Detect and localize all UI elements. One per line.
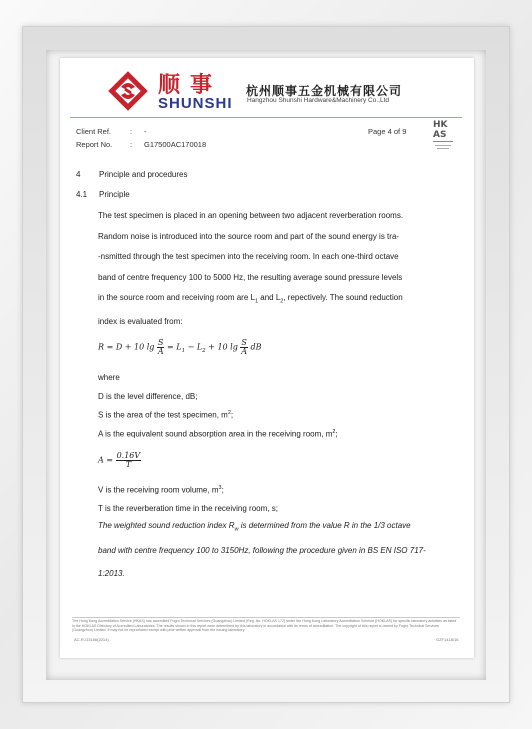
footer-doc-code: GZF1418/16 [436, 637, 459, 642]
svg-text:AS: AS [433, 130, 447, 140]
header-divider [70, 117, 462, 118]
footer-form-code: AC-R-G3166(2014) [74, 637, 109, 642]
company-name-cn: 杭州顺事五金机械有限公司 [246, 84, 403, 98]
paragraph-line: index is evaluated from: [98, 317, 183, 327]
brand-name-cn: 顺事 [158, 72, 223, 98]
principle-paragraph [98, 206, 464, 333]
section-number: 4 [76, 170, 81, 179]
report-no-label: Report No. [76, 140, 113, 149]
section-title: Principle and procedures [99, 170, 188, 179]
subsection-number: 4.1 [76, 190, 88, 199]
absorption-area-formula: A = $\frac{0.16V}{T}$ [98, 451, 141, 469]
weighted-index-note-line: 1:2013. [98, 569, 125, 578]
definition-d: D is the level difference, dB; [98, 392, 198, 401]
client-ref-label: Client Ref. [76, 127, 112, 136]
paragraph-line: band of centre frequency 100 to 5000 Hz, the resulting average sound pressure levels [98, 272, 403, 282]
paragraph-line: in the source room and receiving room are $L_1$ and $L_2$, repectively. The sound reduction [98, 293, 403, 305]
company-name-en: Hangzhou Shunshi Hardware&Machinery Co.,Ltd [247, 97, 389, 104]
accreditation-footer-text: The Hong Kong Accreditation Service (HKAS) has accredited Fugro Technical Services (Guangzhou) Limited (Reg. No. HOKLAS 172) under the Hong Kong Laboratory Accreditation Scheme (HOKLAS) for specific laboratory activities as listed in the HOKLAS Directory of Accredited Laboratories. The results shown in this report were determined by this laboratory in accordance with its terms of accreditation. The copyright of this report is owned by Fugro Technical Services (Guangzhou) Limited. It may not be reproduced except with prior written approval from the issuing laboratory. [72, 619, 457, 633]
svg-text:HK: HK [433, 120, 448, 130]
report-no-sep: : [130, 140, 133, 149]
brand-name-en: SHUNSHI [158, 95, 233, 112]
hkas-accreditation-mark [432, 118, 454, 152]
subsection-title: Principle [99, 190, 130, 199]
client-ref-sep: : [130, 127, 133, 136]
definition-s: S is the area of the test specimen, $m^2$; [98, 410, 234, 420]
weighted-index-note-line: The weighted sound reduction index $R_w$ is determined from the value R in the 1/3 octave [98, 521, 411, 533]
definition-v: V is the receiving room volume, $m^3$; [98, 485, 224, 495]
paragraph-line: The test specimen is placed in an opening between two adjacent reverberation rooms. [98, 211, 404, 220]
page-number: Page 4 of 9 [368, 127, 407, 136]
paragraph-line: -nsmitted through the test specimen into the receiving room. In each one-third octave [98, 252, 399, 261]
weighted-index-note-line: band with centre frequency 100 to 3150Hz, following the procedure given in BS EN ISO 717- [98, 546, 426, 555]
paragraph-line: Random noise is introduced into the source room and part of the sound energy is tra- [98, 231, 400, 241]
shunshi-logo [104, 67, 152, 115]
where-label: where [98, 373, 120, 382]
definition-t: T is the reverberation time in the receiving room, s; [98, 504, 278, 513]
document-page [60, 58, 474, 658]
footer-divider [72, 617, 460, 618]
definition-a: A is the equivalent sound absorption area in the receiving room, $m^2$; [98, 429, 338, 439]
client-ref-value: - [144, 127, 147, 136]
sound-reduction-formula: R = D + 10 lg $\frac{S}{A}$ = $L_1 - L_2 + 10$ lg $\frac{S}{A}$ dB [98, 338, 262, 356]
report-no-value: G17500AC170018 [144, 140, 207, 149]
